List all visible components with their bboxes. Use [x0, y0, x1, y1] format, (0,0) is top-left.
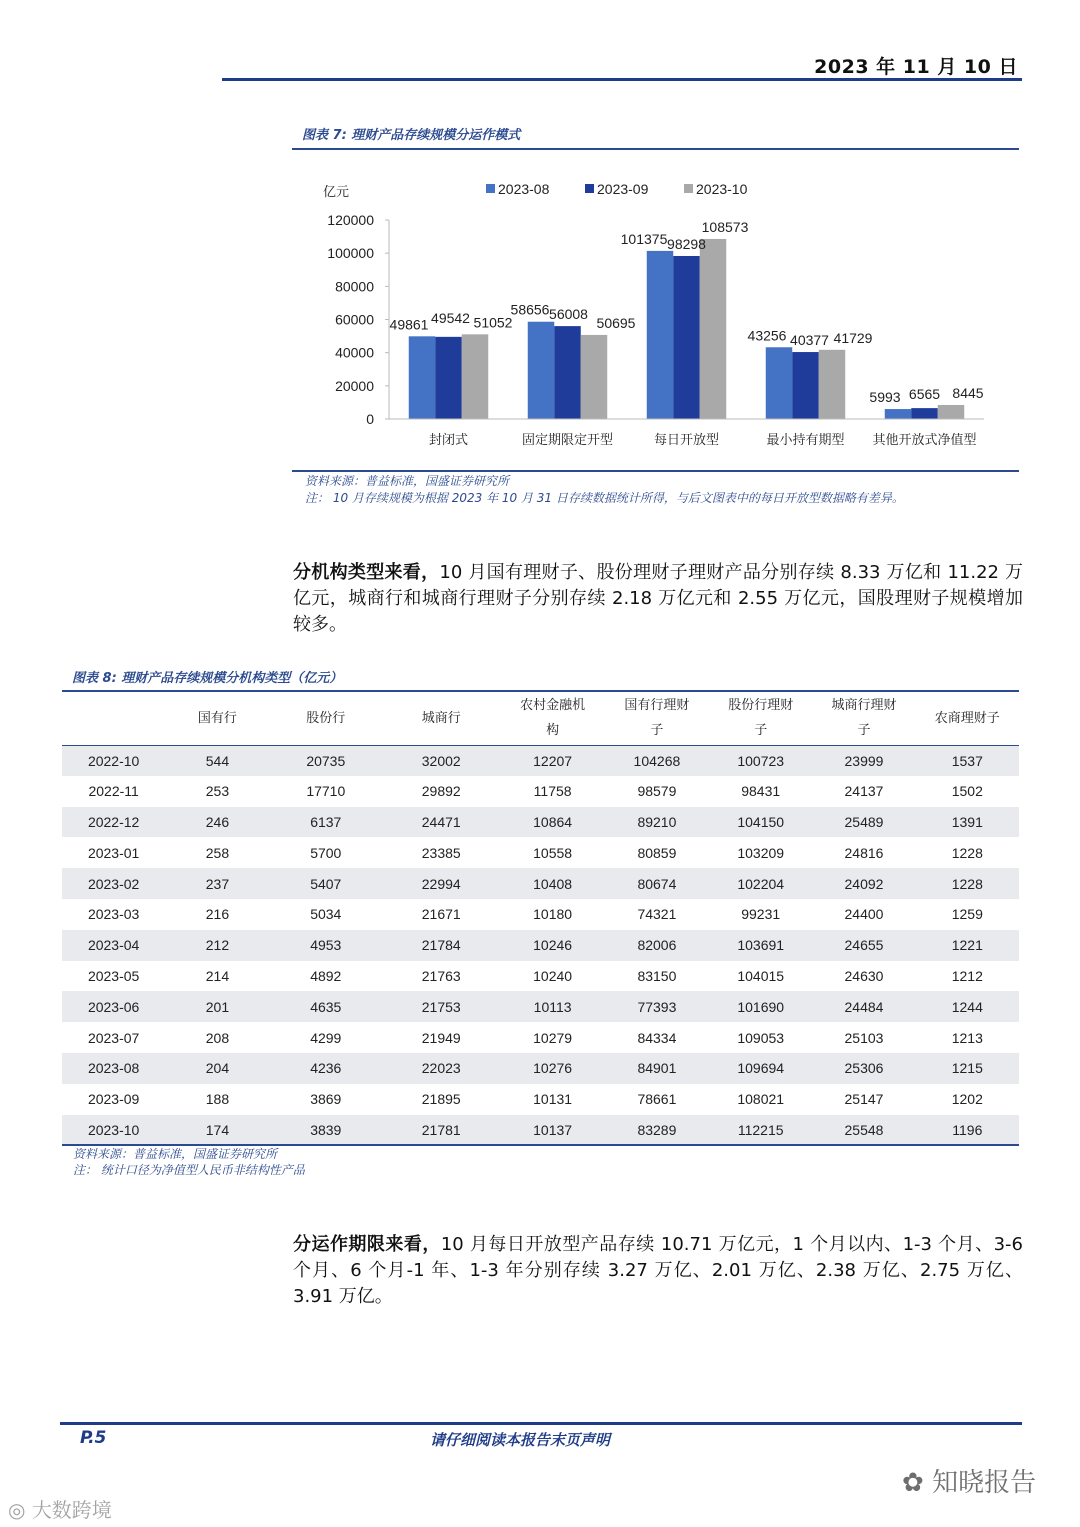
y-tick-label: 100000	[327, 245, 374, 262]
figure7-title: 图表 7: 理财产品存续规模分运作模式	[302, 128, 521, 143]
table-cell: 82006	[637, 937, 677, 954]
table-cell: 4236	[310, 1060, 342, 1077]
table-cell: 4953	[310, 937, 342, 954]
header-line-1: 城商行	[421, 710, 461, 726]
header-divider	[222, 78, 1022, 81]
header-line-1: 农商理财子	[934, 710, 1000, 726]
table-cell: 74321	[637, 906, 677, 923]
data-label: 6565	[908, 386, 941, 403]
paragraph-body: 10 月国有理财子、股份理财子理财产品分别存续 8.33 万亿和 11.22 万亿元，城商行和城商行理财子分别存续 2.18 万亿元和 2.55 万亿元，国股理财子规模增加较多。	[293, 562, 1023, 635]
figure8-source: 资料来源：普益标准，国盛证券研究所	[73, 1147, 278, 1161]
table-cell: 3869	[310, 1091, 342, 1108]
table-cell: 6137	[310, 813, 342, 830]
bar	[435, 337, 462, 419]
table-header-cell	[382, 691, 500, 745]
header-line-1: 农村金融机	[520, 698, 586, 714]
watermark-left	[8, 1494, 112, 1523]
watermark-brand-text: 知晓报告	[932, 1468, 1037, 1498]
header-line-2: 子	[857, 723, 871, 739]
table-header-cell	[62, 691, 165, 745]
table-cell: 2023-03	[87, 906, 140, 923]
bar	[647, 251, 674, 419]
table-cell: 24137	[844, 783, 884, 800]
bar	[673, 256, 700, 419]
y-tick-label: 120000	[327, 212, 374, 228]
figure7-bar-chart	[292, 152, 1019, 468]
table-cell: 25103	[844, 1029, 884, 1046]
table-cell: 23385	[421, 844, 461, 861]
footer-disclaimer: 请仔细阅读本报告末页声明	[430, 1431, 611, 1449]
table-cell: 11758	[533, 783, 572, 800]
table-header-cell	[270, 691, 382, 745]
bar	[766, 347, 793, 419]
table-row	[62, 1053, 1019, 1084]
table-cell: 2023-04	[87, 937, 140, 954]
table-cell: 24471	[421, 813, 461, 830]
table-cell: 17710	[306, 783, 346, 800]
table-cell: 214	[205, 967, 230, 984]
figure7-top-rule	[292, 148, 1019, 150]
bar	[581, 335, 608, 419]
table-cell: 5700	[310, 844, 342, 861]
data-label: 58656	[510, 301, 550, 318]
table-cell: 22023	[421, 1060, 461, 1077]
table-cell: 1212	[951, 967, 983, 984]
data-label: 43256	[747, 327, 787, 344]
table-header-row	[62, 691, 1019, 745]
table-cell: 246	[205, 813, 230, 830]
bar	[819, 350, 846, 419]
table-body	[62, 745, 1019, 1145]
header-line-2: 子	[650, 723, 664, 739]
data-label: 49861	[389, 316, 429, 333]
watermark-left-text: 大数跨境	[31, 1498, 112, 1522]
table-cell: 24400	[844, 906, 884, 923]
table-cell: 1215	[951, 1060, 983, 1077]
table-cell: 10113	[533, 998, 572, 1015]
table-cell: 21784	[421, 937, 461, 954]
header-line-1: 城商行理财	[831, 698, 897, 714]
figure7-note: 注： 10 月存续规模为根据 2023 年 10 月 31 日存续数据统计所得，与后文图表中的每日开放型数据略有差异。	[305, 491, 904, 505]
table-cell: 98579	[637, 783, 677, 800]
table-cell: 10180	[533, 906, 573, 923]
table-cell: 10279	[533, 1029, 573, 1046]
data-label: 5993	[869, 389, 901, 406]
table-cell: 12207	[533, 752, 573, 769]
table-cell: 21895	[421, 1091, 461, 1108]
table-cell: 23999	[844, 752, 884, 769]
y-tick-label: 80000	[335, 278, 374, 295]
legend-swatch	[585, 184, 594, 193]
table-cell: 21763	[421, 967, 461, 984]
weibo-icon: ◎	[8, 1498, 26, 1522]
table-cell: 1213	[951, 1029, 983, 1046]
wechat-icon: ✿	[902, 1468, 924, 1498]
table-row	[62, 745, 1019, 776]
paragraph-operation-term	[293, 1232, 1023, 1310]
table-cell: 25147	[844, 1091, 884, 1108]
table-cell: 2022-11	[88, 783, 139, 800]
table-cell: 89210	[637, 813, 677, 830]
table-cell: 3839	[310, 1121, 342, 1138]
x-tick-label: 其他开放式净值型	[872, 433, 977, 448]
y-tick-label: 20000	[335, 377, 374, 394]
table-cell: 83289	[637, 1121, 677, 1138]
y-tick-label: 40000	[335, 344, 374, 361]
table-cell: 216	[205, 906, 230, 923]
table-cell: 84901	[637, 1060, 677, 1077]
table-cell: 10864	[533, 813, 573, 830]
figure8-note: 注： 统计口径为净值型人民币非结构性产品	[73, 1163, 305, 1177]
table-cell: 2023-06	[87, 998, 140, 1015]
table-cell: 208	[205, 1029, 230, 1046]
table-cell: 2022-12	[87, 813, 140, 830]
header-line-1: 国有行理财	[624, 698, 690, 714]
table-row	[62, 807, 1019, 838]
table-row	[62, 837, 1019, 868]
table-cell: 100723	[737, 752, 785, 769]
table-cell: 109053	[737, 1029, 785, 1046]
table-cell: 212	[205, 937, 230, 954]
table-cell: 25489	[844, 813, 884, 830]
table-cell: 24816	[844, 844, 884, 861]
table-cell: 102204	[737, 875, 785, 892]
table-cell: 544	[205, 752, 230, 769]
table-cell: 2023-05	[87, 967, 140, 984]
table-cell: 78661	[637, 1091, 677, 1108]
data-label: 40377	[790, 332, 829, 349]
table-cell: 258	[205, 844, 230, 861]
chart-y-axis-label: 亿元	[322, 185, 350, 200]
table-cell: 80674	[637, 875, 677, 892]
table-cell: 10240	[533, 967, 573, 984]
header-line-2: 构	[546, 723, 560, 739]
table-cell: 104015	[737, 967, 785, 984]
table-cell: 84334	[637, 1029, 677, 1046]
table-cell: 1221	[951, 937, 983, 954]
x-tick-label: 封闭式	[428, 433, 469, 448]
table-cell: 98431	[741, 783, 781, 800]
table-cell: 10408	[533, 875, 573, 892]
table-cell: 201	[205, 998, 230, 1015]
bar	[462, 334, 489, 419]
table-cell: 10131	[533, 1091, 573, 1108]
table-cell: 99231	[741, 906, 781, 923]
table-cell: 1391	[951, 813, 983, 830]
figure8-table	[62, 690, 1019, 1145]
table-header-cell	[916, 691, 1019, 745]
table-row	[62, 1022, 1019, 1053]
table-row	[62, 961, 1019, 992]
data-label: 50695	[596, 314, 636, 331]
table-cell: 1228	[951, 875, 983, 892]
header-line-1: 国有行	[197, 710, 237, 726]
table-cell: 204	[205, 1060, 230, 1077]
bar	[700, 239, 727, 419]
table-cell: 1259	[951, 906, 983, 923]
table-cell: 174	[205, 1121, 230, 1138]
chart-legend	[486, 181, 748, 197]
chart-x-ticks	[429, 432, 977, 448]
data-label: 41729	[833, 329, 873, 346]
y-tick-label: 0	[366, 411, 374, 427]
table-cell: 188	[205, 1091, 230, 1108]
table-cell: 10246	[533, 937, 573, 954]
table-header-cell	[605, 691, 709, 745]
table-cell: 104150	[737, 813, 785, 830]
table-cell: 4892	[310, 967, 342, 984]
table-cell: 112215	[737, 1121, 784, 1138]
table-cell: 103691	[737, 937, 785, 954]
table-cell: 10276	[533, 1060, 573, 1077]
x-tick-label: 固定期限定开型	[521, 433, 614, 448]
figure8-title: 图表 8: 理财产品存续规模分机构类型（亿元）	[72, 671, 343, 686]
table-cell: 237	[205, 875, 230, 892]
watermark-brand	[902, 1462, 1036, 1499]
footer-divider	[60, 1422, 1022, 1425]
table-cell: 77393	[637, 998, 677, 1015]
table-cell: 108021	[737, 1091, 785, 1108]
table-cell: 24655	[844, 937, 884, 954]
table-cell: 25548	[844, 1121, 884, 1138]
table-row	[62, 1115, 1019, 1146]
table-cell: 253	[205, 783, 230, 800]
table-cell: 1228	[951, 844, 983, 861]
legend-label: 2023-08	[498, 181, 550, 197]
figure7-source: 资料来源：普益标准，国盛证券研究所	[305, 474, 510, 488]
table-cell: 24092	[844, 875, 884, 892]
table-cell: 2023-02	[87, 875, 140, 892]
data-label: 8445	[952, 384, 984, 401]
table-cell: 29892	[421, 783, 461, 800]
header-line-1: 股份行	[306, 710, 346, 726]
x-tick-label: 最小持有期型	[766, 433, 845, 448]
table-header-cell	[165, 691, 269, 745]
bar	[409, 336, 436, 419]
page-number: P.5	[80, 1428, 107, 1448]
table-cell: 5407	[310, 875, 342, 892]
table-cell: 80859	[637, 844, 677, 861]
table-cell: 20735	[306, 752, 346, 769]
bar	[528, 322, 555, 419]
table-cell: 5034	[310, 906, 342, 923]
legend-swatch	[684, 184, 693, 193]
paragraph-lead: 分运作期限来看，	[293, 1234, 441, 1255]
table-cell: 4299	[310, 1029, 342, 1046]
header-line-1: 股份行理财	[728, 698, 794, 714]
x-tick-label: 每日开放型	[653, 433, 720, 448]
table-cell: 2023-07	[87, 1029, 140, 1046]
table-cell: 10558	[533, 844, 573, 861]
table-cell: 24630	[844, 967, 884, 984]
bar	[885, 409, 912, 419]
table-cell: 24484	[844, 998, 884, 1015]
table-row	[62, 868, 1019, 899]
table-header-cell	[812, 691, 915, 745]
table-row	[62, 930, 1019, 961]
table-cell: 21949	[421, 1029, 461, 1046]
table-cell: 2023-01	[87, 844, 140, 861]
figure8-table-container	[62, 690, 1019, 1145]
table-cell: 2023-10	[87, 1121, 140, 1138]
table-cell: 21781	[421, 1121, 461, 1138]
table-cell: 1244	[951, 998, 983, 1015]
table-cell: 2022-10	[87, 752, 140, 769]
data-label: 108573	[701, 218, 749, 235]
table-cell: 10137	[533, 1121, 573, 1138]
table-cell: 109694	[737, 1060, 785, 1077]
table-cell: 1537	[951, 752, 983, 769]
table-cell: 83150	[637, 967, 677, 984]
table-row	[62, 1084, 1019, 1115]
table-row	[62, 991, 1019, 1022]
table-cell: 25306	[844, 1060, 884, 1077]
legend-label: 2023-09	[597, 181, 649, 197]
table-cell: 103209	[737, 844, 785, 861]
table-row	[62, 776, 1019, 807]
table-cell: 104268	[633, 752, 681, 769]
bar	[792, 352, 819, 419]
bar	[938, 405, 965, 419]
header-line-2: 子	[754, 723, 768, 739]
data-label: 49542	[431, 309, 470, 326]
legend-label: 2023-10	[696, 181, 748, 197]
bar	[554, 326, 581, 419]
chart-y-ticks	[327, 212, 389, 427]
table-cell: 2023-09	[87, 1091, 140, 1108]
data-label: 101375	[620, 230, 668, 247]
table-cell: 4635	[310, 998, 342, 1015]
table-header-cell	[709, 691, 812, 745]
legend-swatch	[486, 184, 495, 193]
table-header-cell	[500, 691, 604, 745]
table-cell: 22994	[421, 875, 461, 892]
data-label: 98298	[667, 235, 706, 252]
bar	[911, 408, 938, 419]
paragraph-institution-type	[293, 560, 1023, 638]
table-cell: 2023-08	[87, 1060, 140, 1077]
table-cell: 1502	[951, 783, 983, 800]
table-cell: 21671	[421, 906, 461, 923]
report-date: 2023 年 11 月 10 日	[814, 56, 1018, 78]
table-cell: 101690	[737, 998, 785, 1015]
paragraph-body: 10 月每日开放型产品存续 10.71 万亿元，1 个月以内、1-3 个月、3-6 个月、6 个月-1 年、1-3 年分别存续 3.27 万亿、2.01 万亿、2.38 万亿、2.75 万亿、3.91 万亿。	[293, 1234, 1024, 1307]
y-tick-label: 60000	[335, 311, 374, 328]
table-cell: 1202	[951, 1091, 983, 1108]
data-label: 51052	[473, 314, 513, 331]
table-row	[62, 899, 1019, 930]
table-cell: 32002	[421, 752, 461, 769]
table-cell: 1196	[952, 1121, 983, 1138]
data-label: 56008	[549, 306, 588, 323]
table-cell: 21753	[421, 998, 461, 1015]
paragraph-lead: 分机构类型来看，	[293, 562, 440, 583]
